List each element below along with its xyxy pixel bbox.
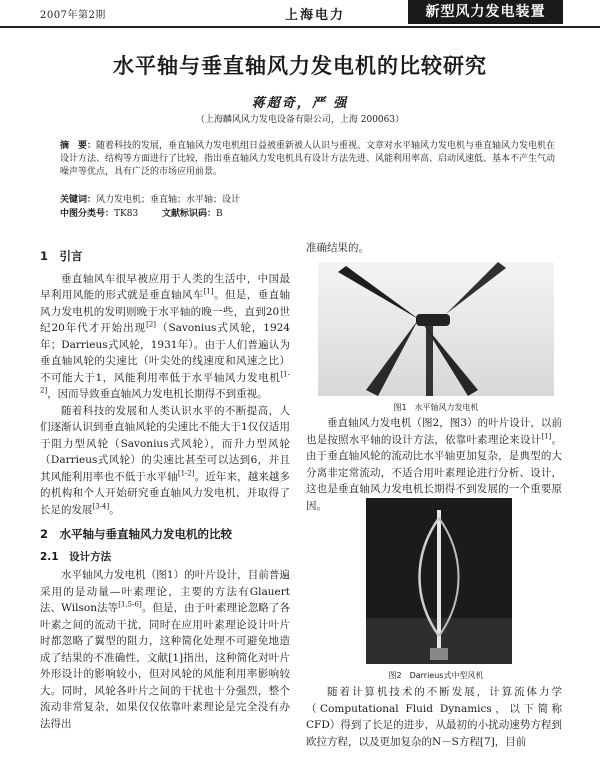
abstract-label: 摘 要：: [60, 141, 97, 151]
column-tag: 新型风力发电装置: [408, 0, 563, 24]
paragraph: 垂直轴风力发电机（图2，图3）的叶片设计，以前也是按照水平轴的设计方法，依靠叶素理论来设计[1]。由于垂直轴风轮的流动比水平轴更加复杂，是典型的大分离非定常流动，不适合用叶素理论进行分析、设计，这也是垂直轴风力发电机长期得不到发展的一个重要原因。: [306, 417, 563, 512]
paper-title: 水平轴与垂直轴风力发电机的比较研究: [113, 54, 487, 78]
section-2-heading: 2 水平轴与垂直轴风力发电机的比较: [40, 527, 232, 541]
figure-1-image: [318, 262, 554, 396]
issue-label: 2007年第2期: [40, 10, 106, 21]
classification: [60, 208, 560, 221]
abstract: [60, 140, 560, 179]
paragraph: 随着计算机技术的不断发展，计算流体力学（Computational Fluid Dynamics，以下简称CFD）得到了长足的进步，从最初的小扰动速势方程到欧拉方程，以及更加复杂的N－S方程[7]，目前: [306, 686, 562, 748]
right-column-bottom: [306, 684, 562, 750]
figure-2-caption: 图2 Darrieus式中型风机: [388, 671, 484, 680]
section-2-1-heading: 2.1 设计方法: [40, 550, 112, 563]
paragraph: 垂直轴风车很早被应用于人类的生活中，中国最早利用风能的形式就是垂直轴风车[1]。但是，垂直轴风力发电机的发明则晚于水平轴的晚一些，直到20世纪20年代才开始出现[2]（Savonius式风轮，1924年；Darrieus式风轮，1931年）。由于人们普遍认为垂直轴风轮的尖速比（叶尖处的线速度和风速之比）不可能大于1，风能利用率低于水平轴风力发电机[1-2]，因而导致垂直轴风力发电机长期得不到重视。: [40, 272, 291, 400]
paragraph: 随着科技的发展和人类认识水平的不断提高，人们逐渐认识到垂直轴风轮的尖速比不能大于1仅仅适用于阻力型风轮（Savonius式风轮），而升力型风轮（Darrieus式风轮）的尖速比甚至可以达到6，并且其风能利用率也不低于水平轴[1-2]。近年来，越来越多的机构和个人开始研究垂直轴风力发电机，并取得了长足的发展[3-4]。: [40, 404, 291, 516]
clc-value: TK83: [114, 209, 139, 219]
paragraph: 水平轴风力发电机（图1）的叶片设计，目前普遍采用的是动量—叶素理论，主要的方法有Glauert法、Wilson法等[1,5-6]。但是，由于叶素理论忽略了各叶素之间的流动干扰，同时在应用叶素理论设计叶片时都忽略了翼型的阻力，这种简化处理不可避免地造成了结果的不准确性，文献[1]指出，这种简化对叶片外形设计的影响较小，但对风轮的风能利用率影响较大。同时，风轮各叶片之间的干扰也十分强烈，整个流动非常复杂，如果仅仅依靠叶素理论是完全没有办法得出: [40, 569, 290, 730]
magazine-name: 上海电力: [285, 8, 346, 23]
running-header: [0, 0, 600, 28]
authors: 蒋超奇，严 强: [251, 96, 349, 111]
left-column: [40, 240, 290, 732]
paragraph: 准确结果的。: [306, 242, 369, 254]
right-column-top: [306, 240, 562, 257]
figure-1-caption: 图1 水平轴风力发电机: [393, 403, 479, 412]
figure-2-image: [366, 498, 512, 664]
affiliation: （上海麟风风力发电设备有限公司，上海 200063）: [195, 115, 405, 125]
keywords-label: 关键词：: [60, 195, 97, 205]
doc-code-value: B: [215, 209, 223, 219]
abstract-text: 随着科技的发展，垂直轴风力发电机组日益被重新被人认识与重视。文章对水平轴风力发电机与垂直轴风力发电机在设计方法、结构等方面进行了比较，指出垂直轴风力发电机具有设计方法先进、风能利用率高、启动风速低、基本不产生气动噪声等优点，具有广泛的市场应用前景。: [60, 141, 556, 177]
keywords-text: 风力发电机；垂直轴；水平轴；设计: [96, 195, 241, 205]
keywords: [60, 194, 560, 207]
clc-label: 中图分类号：: [60, 209, 115, 219]
doc-code-label: 文献标识码：: [161, 209, 216, 219]
section-1-heading: 1 引言: [40, 249, 83, 263]
